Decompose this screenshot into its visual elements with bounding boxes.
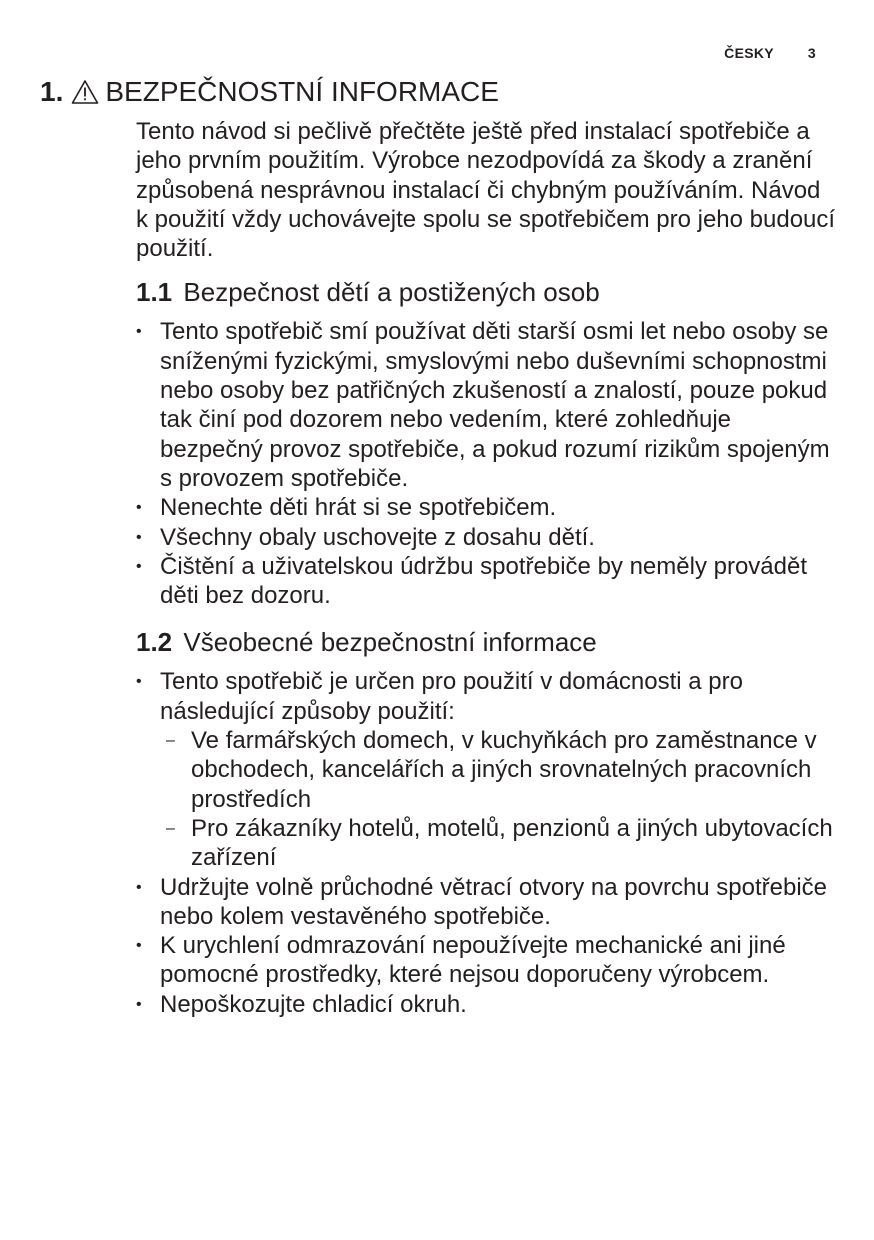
list-item: • Všechny obaly uschovejte z dosahu dětí. bbox=[136, 523, 836, 552]
main-content bbox=[136, 117, 836, 1035]
list-item: • Tento spotřebič smí používat děti starší osmi let nebo osoby se sníženými fyzickými, smyslovými nebo duševními schopnostmi nebo osoby bez patřičných zkušeností a znalostí, pouze pokud tak činí pod dozorem nebo vedením, které zohledňuje bezpečný provoz spotřebiče, a pokud rozumí rizikům spojeným s provozem spotřebiče. bbox=[136, 317, 836, 493]
sub-list-item: – Pro zákazníky hotelů, motelů, penzionů a jiných ubytovacích zařízení bbox=[160, 814, 836, 873]
list-item: • Nenechte děti hrát si se spotřebičem. bbox=[136, 493, 836, 522]
section-heading-child-safety bbox=[136, 276, 836, 308]
list-item: • K urychlení odmrazování nepoužívejte mechanické ani jiné pomocné prostředky, které nejsou doporučeny výrobcem. bbox=[136, 931, 836, 990]
list-item: • Čištění a uživatelskou údržbu spotřebiče by neměly provádět děti bez dozoru. bbox=[136, 552, 836, 611]
chapter-title: BEZPEČNOSTNÍ INFORMACE bbox=[105, 76, 499, 107]
section-number: 1.1 bbox=[136, 277, 173, 308]
sub-list-item: – Ve farmářských domech, v kuchyňkách pro zaměstnance v obchodech, kancelářích a jiných srovnatelných pracovních prostředích bbox=[160, 726, 836, 814]
intro-paragraph: Tento návod si pečlivě přečtěte ještě před instalací spotřebiče a jeho prvním použitím. Výrobce nezodpovídá za škody a zranění způsobená nesprávnou instalací či chybným používáním. Návod k použití vždy uchovávejte spolu se spotřebičem pro jeho budoucí použití. bbox=[136, 118, 836, 263]
child-safety-list bbox=[136, 317, 836, 610]
warning-triangle-icon bbox=[71, 79, 99, 105]
list-item: • Udržujte volně průchodné větrací otvory na povrchu spotřebiče nebo kolem vestavěného spotřebiče. bbox=[136, 873, 836, 932]
list-item bbox=[136, 667, 836, 872]
page-header bbox=[724, 45, 816, 61]
list-item: • Nepoškozujte chladicí okruh. bbox=[136, 990, 836, 1019]
list-item-text: Tento spotřebič je určen pro použití v domácnosti a pro následující způsoby použití: bbox=[160, 668, 743, 725]
language-label: ČESKY bbox=[724, 45, 774, 61]
section-title: Všeobecné bezpečnostní informace bbox=[183, 627, 597, 658]
usage-sublist bbox=[160, 726, 836, 872]
section-number: 1.2 bbox=[136, 627, 173, 658]
general-safety-list bbox=[136, 667, 836, 1019]
chapter-number: 1. bbox=[40, 76, 64, 107]
page-number: 3 bbox=[807, 45, 816, 61]
section-heading-general-safety bbox=[136, 626, 836, 658]
chapter-heading bbox=[40, 75, 499, 109]
section-title: Bezpečnost dětí a postižených osob bbox=[183, 277, 600, 308]
